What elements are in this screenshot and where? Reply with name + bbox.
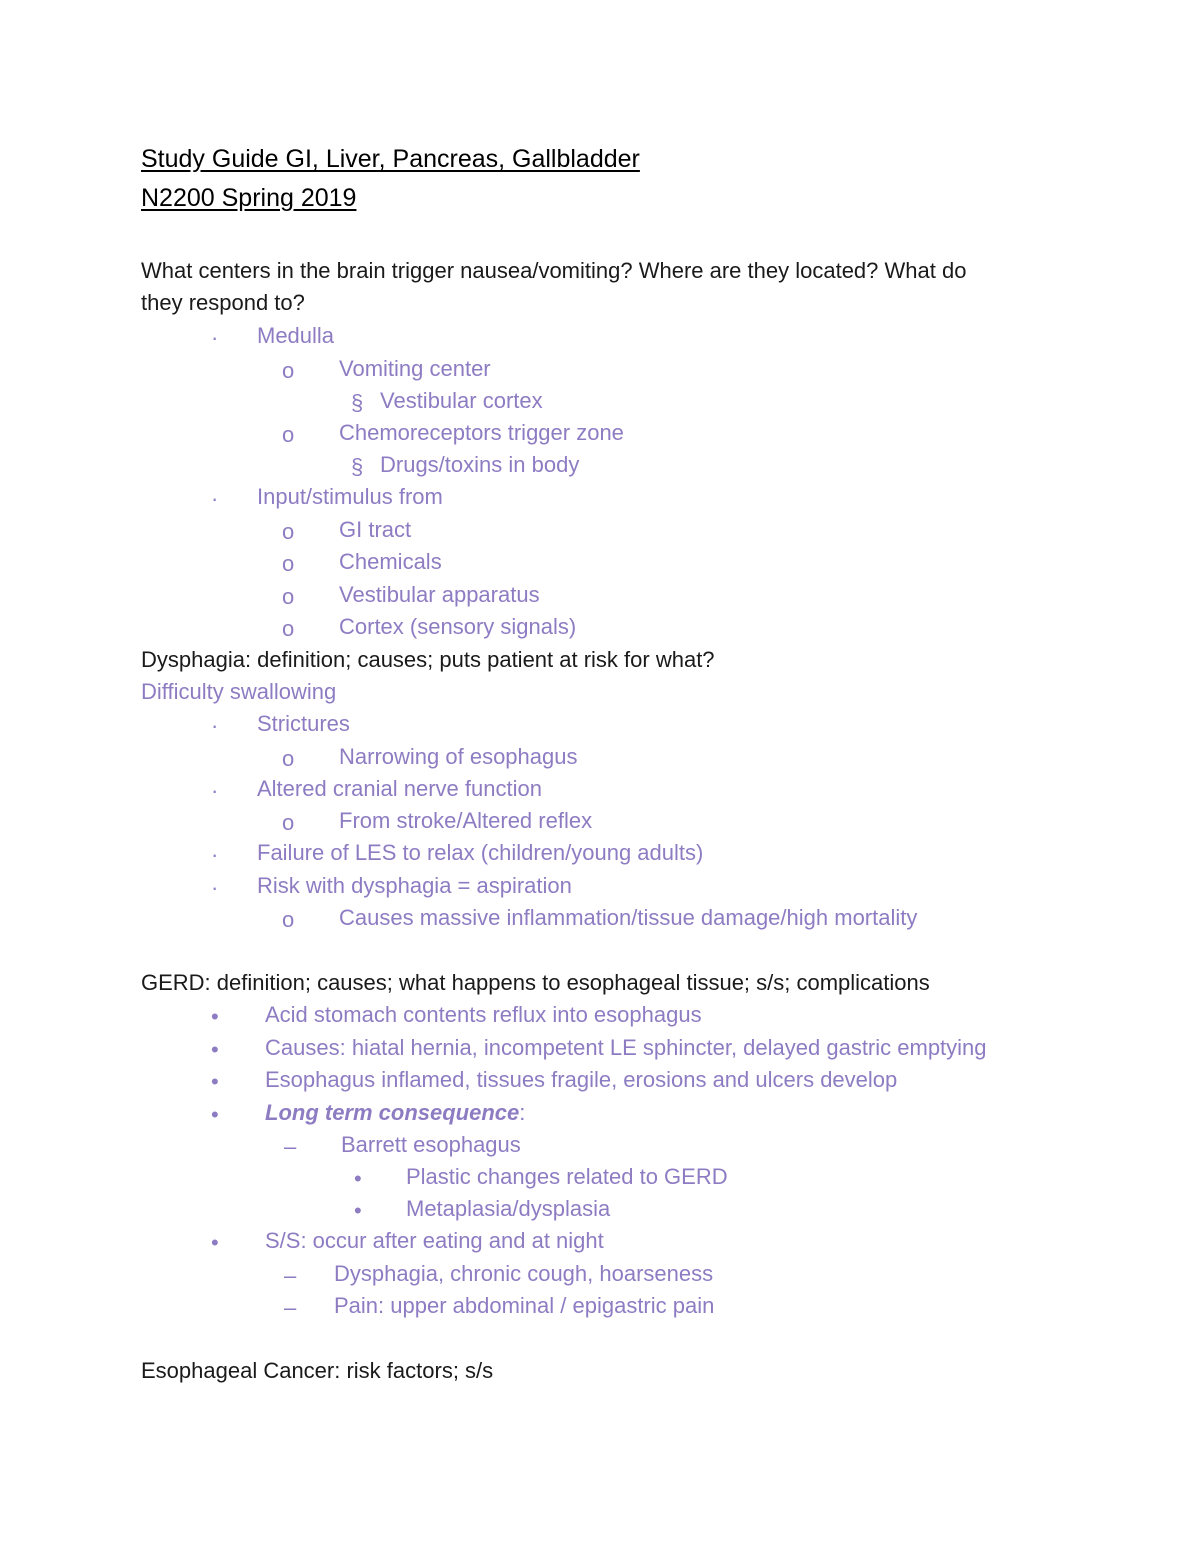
list-item-vestibular-apparatus: Vestibular apparatus — [339, 582, 540, 607]
bullet-circle-marker: o — [282, 358, 295, 383]
list-item-cortex: Cortex (sensory signals) — [339, 614, 577, 639]
list-item-pain: Pain: upper abdominal / epigastric pain — [334, 1293, 715, 1318]
bullet-circle-marker: o — [282, 519, 295, 544]
dash-marker: – — [284, 1295, 297, 1320]
bullet-dot-marker: · — [211, 486, 219, 511]
question-nausea-line1: What centers in the brain trigger nausea/vomiting? Where are they located? What do — [141, 258, 967, 283]
dash-marker: – — [284, 1134, 297, 1159]
list-item-drugs-toxins: Drugs/toxins in body — [380, 452, 580, 477]
bullet-marker: • — [211, 1102, 219, 1127]
bullet-circle-marker: o — [282, 810, 295, 835]
bullet-circle-marker: o — [282, 551, 295, 576]
list-item-metaplasia: Metaplasia/dysplasia — [406, 1196, 611, 1221]
bullet-circle-marker: o — [282, 907, 295, 932]
list-item-esophagus-inflamed: Esophagus inflamed, tissues fragile, erosions and ulcers develop — [265, 1067, 898, 1092]
bullet-section-marker: § — [351, 454, 364, 479]
list-item-ss: S/S: occur after eating and at night — [265, 1228, 604, 1253]
bullet-dot-marker: · — [211, 713, 219, 738]
list-item-gerd-causes: Causes: hiatal hernia, incompetent LE sphincter, delayed gastric emptying — [265, 1035, 987, 1060]
list-item-narrowing: Narrowing of esophagus — [339, 744, 578, 769]
list-item-medulla: Medulla — [257, 323, 335, 348]
list-item-strictures: Strictures — [257, 711, 350, 736]
bullet-circle-marker: o — [282, 422, 295, 447]
bullet-circle-marker: o — [282, 616, 295, 641]
bullet-circle-marker: o — [282, 746, 295, 771]
list-item-cranial-nerve: Altered cranial nerve function — [257, 776, 542, 801]
long-term-colon: : — [519, 1100, 526, 1125]
question-nausea-line2: they respond to? — [141, 290, 305, 315]
bullet-dot-marker: · — [211, 842, 219, 867]
question-dysphagia: Dysphagia: definition; causes; puts patient at risk for what? — [141, 647, 715, 672]
list-item-risk: Risk with dysphagia = aspiration — [257, 873, 572, 898]
bullet-dot-marker: · — [211, 778, 219, 803]
page-subtitle: N2200 Spring 2019 — [141, 184, 357, 212]
bullet-marker: • — [211, 1004, 219, 1029]
list-item-input-stimulus: Input/stimulus from — [257, 484, 443, 509]
list-item-massive-inflammation: Causes massive inflammation/tissue damage/high mortality — [339, 905, 918, 930]
list-item-long-term — [265, 1102, 525, 1124]
list-item-acid-reflux: Acid stomach contents reflux into esophagus — [265, 1002, 702, 1027]
question-gerd: GERD: definition; causes; what happens to esophageal tissue; s/s; complications — [141, 970, 930, 995]
bullet-marker: • — [211, 1037, 219, 1062]
bullet-dot-marker: · — [211, 875, 219, 900]
bullet-marker: • — [211, 1230, 219, 1255]
list-item-stroke: From stroke/Altered reflex — [339, 808, 593, 833]
list-item-dysphagia-cough: Dysphagia, chronic cough, hoarseness — [334, 1261, 714, 1286]
list-item-chemicals: Chemicals — [339, 549, 442, 574]
bullet-circle-marker: o — [282, 584, 295, 609]
bullet-marker: • — [211, 1069, 219, 1094]
list-item-barrett: Barrett esophagus — [341, 1132, 521, 1157]
long-term-label: Long term consequence — [265, 1100, 520, 1125]
list-item-les: Failure of LES to relax (children/young adults) — [257, 840, 704, 865]
question-esophageal-cancer: Esophageal Cancer: risk factors; s/s — [141, 1358, 494, 1383]
list-item-ctz: Chemoreceptors trigger zone — [339, 420, 624, 445]
list-item-vomiting-center: Vomiting center — [339, 356, 491, 381]
list-item-vestibular-cortex: Vestibular cortex — [380, 388, 543, 413]
list-item-plastic-changes: Plastic changes related to GERD — [406, 1164, 728, 1189]
page-title: Study Guide GI, Liver, Pancreas, Gallbladder — [141, 145, 640, 173]
bullet-section-marker: § — [351, 390, 364, 415]
dash-marker: – — [284, 1263, 297, 1288]
bullet-marker: • — [354, 1198, 362, 1223]
answer-dysphagia-definition: Difficulty swallowing — [141, 679, 337, 704]
bullet-marker: • — [354, 1166, 362, 1191]
list-item-gi-tract: GI tract — [339, 517, 412, 542]
bullet-dot-marker: · — [211, 325, 219, 350]
